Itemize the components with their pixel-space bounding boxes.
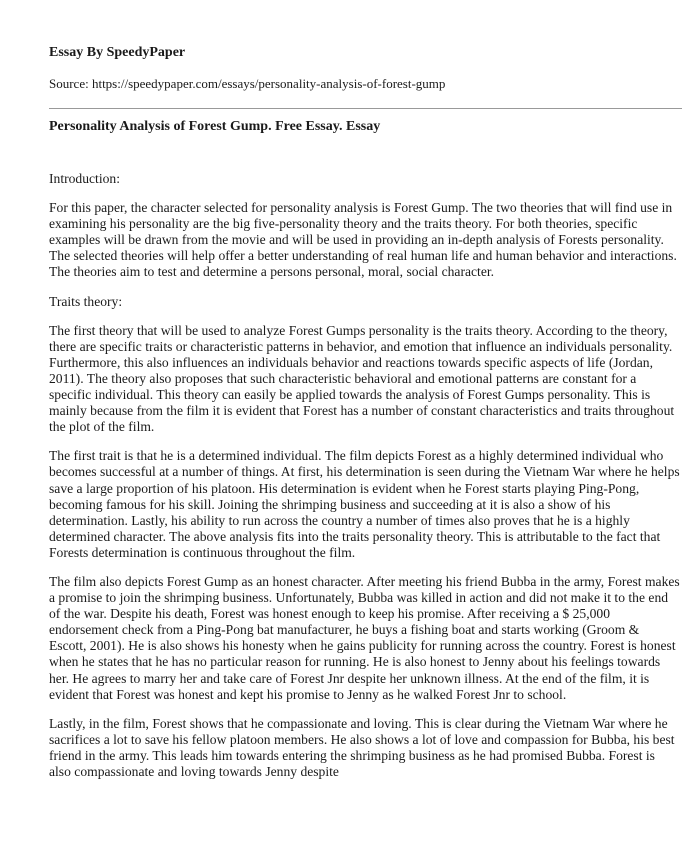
source-line: Source: https://speedypaper.com/essays/personality-analysis-of-forest-gump	[49, 76, 446, 91]
paragraph-traits-theory: The first theory that will be used to analyze Forest Gumps personality is the traits theory. According to the theory, there are specific traits or characteristic patterns in behavior, and emotion that influence an individuals personality. Furthermore, this also influences an individuals behavior and reactions towards specific aspects of life (Jordan, 2011). The theory also proposes that such characteristic behavioral and emotional patterns are constant for a specific individual. This theory can easily be applied towards the analysis of Forest Gumps personality. This is mainly because from the film it is evident that Forest has a number of constant characteristics and traits throughout the plot of the film.	[49, 322, 675, 435]
brand-heading: Essay By SpeedyPaper	[49, 45, 186, 60]
header-divider	[49, 108, 682, 109]
paragraph-compassion: Lastly, in the film, Forest shows that he compassionate and loving. This is clear during the Vietnam War where he sacrifices a lot to save his fellow platoon members. He also shows a lot of love and compassion for Bubba, his best friend in the army. This leads him towards entering the shrimping business as he had promised Bubba. Forest is also compassionate and loving towards Jenny despite	[49, 715, 675, 779]
section-heading-introduction: Introduction:	[49, 171, 120, 186]
section-heading-traits-theory: Traits theory:	[49, 293, 123, 309]
paragraph-determination: The first trait is that he is a determined individual. The film depicts Forest as a highly determined individual who becomes successful at a number of things. At first, his determination is seen during the Vietnam War where he helps save a large proportion of his platoon. His determination is evident when he Forest starts playing Ping-Pong, becoming famous for his skill. Joining the shrimping business and succeeding at it is also a show of his determination. Lastly, his ability to run across the country a number of times also proves that he is a highly determined character. The above analysis fits into the traits personality theory. This is attributable to the fact that Forests determination is continuous throughout the film.	[49, 448, 680, 560]
paragraph-introduction: For this paper, the character selected for personality analysis is Forest Gump. The two theories that will find use in examining his personality are the big five-personality theory and the traits theory. For both theories, specific examples will be drawn from the movie and will be used in providing an in-depth analysis of Forests personality. The selected theories will help offer a better understanding of real human life and human behavior and interactions. The theories aim to test and determine a persons personal, moral, social character.	[49, 200, 677, 280]
paragraph-honesty: The film also depicts Forest Gump as an honest character. After meeting his friend Bubba in the army, Forest makes a promise to join the shrimping business. Unfortunately, Bubba was killed in action and did not make it to the end of the war. Despite his death, Forest was honest enough to keep his promise. After receiving a $ 25,000 endorsement check from a Ping-Pong bat manufacturer, he buys a fishing boat and starts working (Groom & Escott, 2001). He is also shows his honesty when he gains publicity for running across the country. Forest is honest when he states that he has no particular reason for running. He is also honest to Jenny about his feelings towards her. He agrees to marry her and take care of Forest Jnr despite her unknown illness. At the end of the film, it is evident that Forest was honest and kept his promise to Jenny as he walked Forest Jnr to school.	[49, 573, 680, 702]
essay-body	[49, 171, 680, 793]
essay-title: Personality Analysis of Forest Gump. Free Essay. Essay	[49, 119, 381, 134]
